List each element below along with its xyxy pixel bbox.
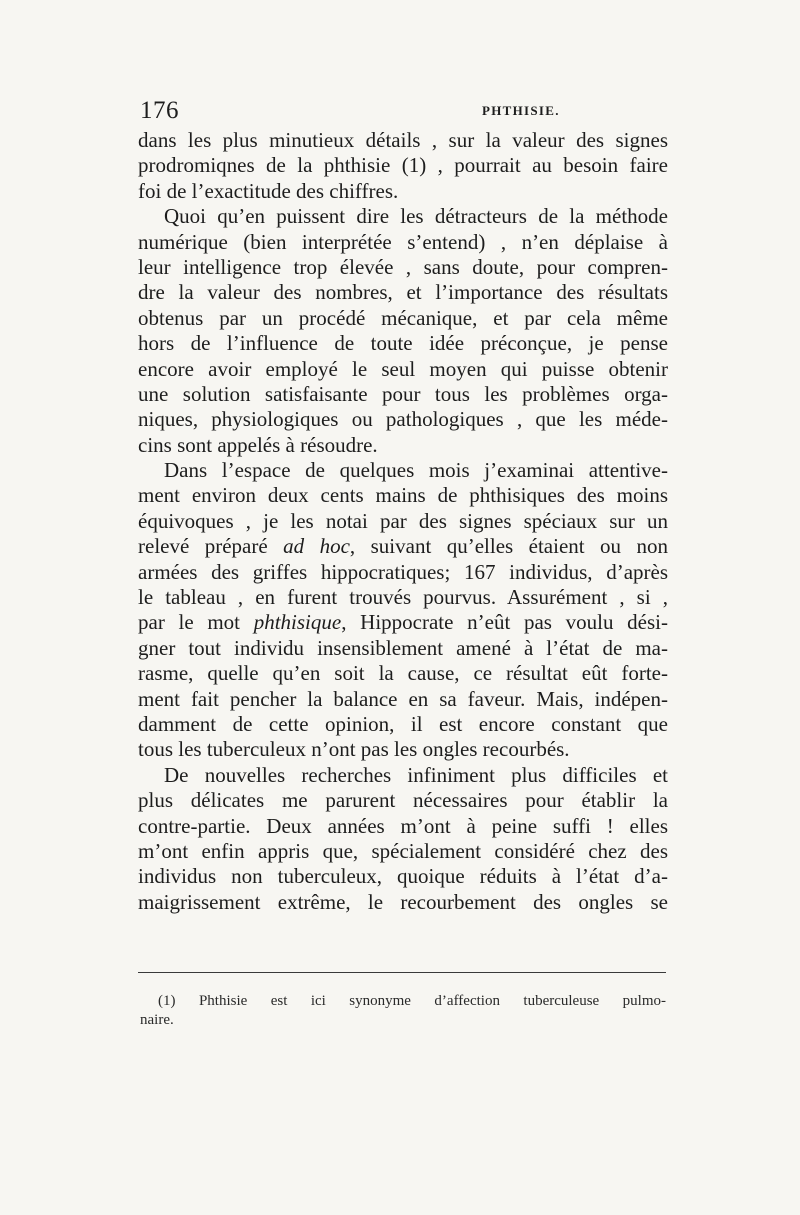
text-line: numérique (bien interprétée s’entend) , n’en déplaise à bbox=[138, 229, 668, 254]
paragraph-2 bbox=[138, 204, 668, 458]
text-line: Quoi qu’en puissent dire les détracteurs de la méthode bbox=[164, 204, 668, 229]
text-line: hors de l’influence de toute idée préconçue, je pense bbox=[138, 331, 668, 356]
text-line: contre-partie. Deux années m’ont à peine suffi ! elles bbox=[138, 813, 668, 838]
text-line: relevé préparé ad hoc, suivant qu’elles étaient ou non bbox=[138, 534, 668, 559]
running-head: PHTHISIE. bbox=[482, 103, 560, 118]
footnote-rule bbox=[138, 972, 666, 973]
text-line: leur intelligence trop élevée , sans doute, pour compren- bbox=[138, 254, 668, 279]
italic-text: phthisique bbox=[253, 610, 342, 635]
text-line: tous les tuberculeux n’ont pas les ongles recourbés. bbox=[138, 737, 570, 762]
paragraph-4 bbox=[138, 763, 668, 915]
paragraph-3 bbox=[138, 458, 668, 763]
paragraph-1 bbox=[138, 128, 668, 204]
text-line: plus délicates me parurent nécessaires pour établir la bbox=[138, 788, 668, 813]
text-line: De nouvelles recherches infiniment plus difficiles et bbox=[164, 762, 668, 787]
text-line: maigrissement extrême, le recourbement des ongles se bbox=[138, 889, 668, 914]
text-line: individus non tuberculeux, quoique réduits à l’état d’a- bbox=[138, 864, 668, 889]
text-line: ment environ deux cents mains de phthisiques des moins bbox=[138, 483, 668, 508]
text-line: cins sont appelés à résoudre. bbox=[138, 432, 378, 457]
text-line: rasme, quelle qu’en soit la cause, ce résultat eût forte- bbox=[138, 661, 668, 686]
text-line: le tableau , en furent trouvés pourvus. Assurément , si , bbox=[138, 585, 668, 610]
text-line: par le mot phthisique, Hippocrate n’eût pas voulu dési- bbox=[138, 610, 668, 635]
text-line: ment fait pencher la balance en sa faveur. Mais, indépen- bbox=[138, 686, 668, 711]
text-line: dans les plus minutieux détails , sur la valeur des signes bbox=[138, 128, 668, 152]
text-line: dre la valeur des nombres, et l’importance des résultats bbox=[138, 280, 668, 305]
footnote bbox=[140, 992, 666, 1030]
text-line: Dans l’espace de quelques mois j’examinai attentive- bbox=[164, 458, 668, 483]
text-line: gner tout individu insensiblement amené à l’état de ma- bbox=[138, 635, 668, 660]
text-line: foi de l’exactitude des chiffres. bbox=[138, 178, 399, 203]
text-line: m’ont enfin appris que, spécialement considéré chez des bbox=[138, 838, 668, 863]
text-line: niques, physiologiques ou pathologiques , que les méde- bbox=[138, 407, 668, 432]
text-line: encore avoir employé le seul moyen qui puisse obtenir bbox=[138, 356, 668, 381]
text-line: armées des griffes hippocratiques; 167 individus, d’après bbox=[138, 559, 668, 584]
text-line: damment de cette opinion, il est encore constant que bbox=[138, 711, 668, 736]
page-header bbox=[140, 96, 666, 126]
italic-text: ad hoc bbox=[283, 534, 350, 559]
text-line: une solution satisfaisante pour tous les problèmes orga- bbox=[138, 381, 668, 406]
text-line: équivoques , je les notai par des signes spéciaux sur un bbox=[138, 508, 668, 533]
body-text bbox=[138, 128, 668, 915]
text-line: obtenus par un procédé mécanique, et par cela même bbox=[138, 305, 668, 330]
text-line: prodromiqnes de la phthisie (1) , pourrait au besoin faire bbox=[138, 153, 668, 178]
footnote-line: (1) Phthisie est ici synonyme d’affection tuberculeuse pulmo- bbox=[158, 993, 666, 1009]
page-number: 176 bbox=[140, 97, 179, 124]
footnote-line: naire. bbox=[140, 1012, 174, 1028]
